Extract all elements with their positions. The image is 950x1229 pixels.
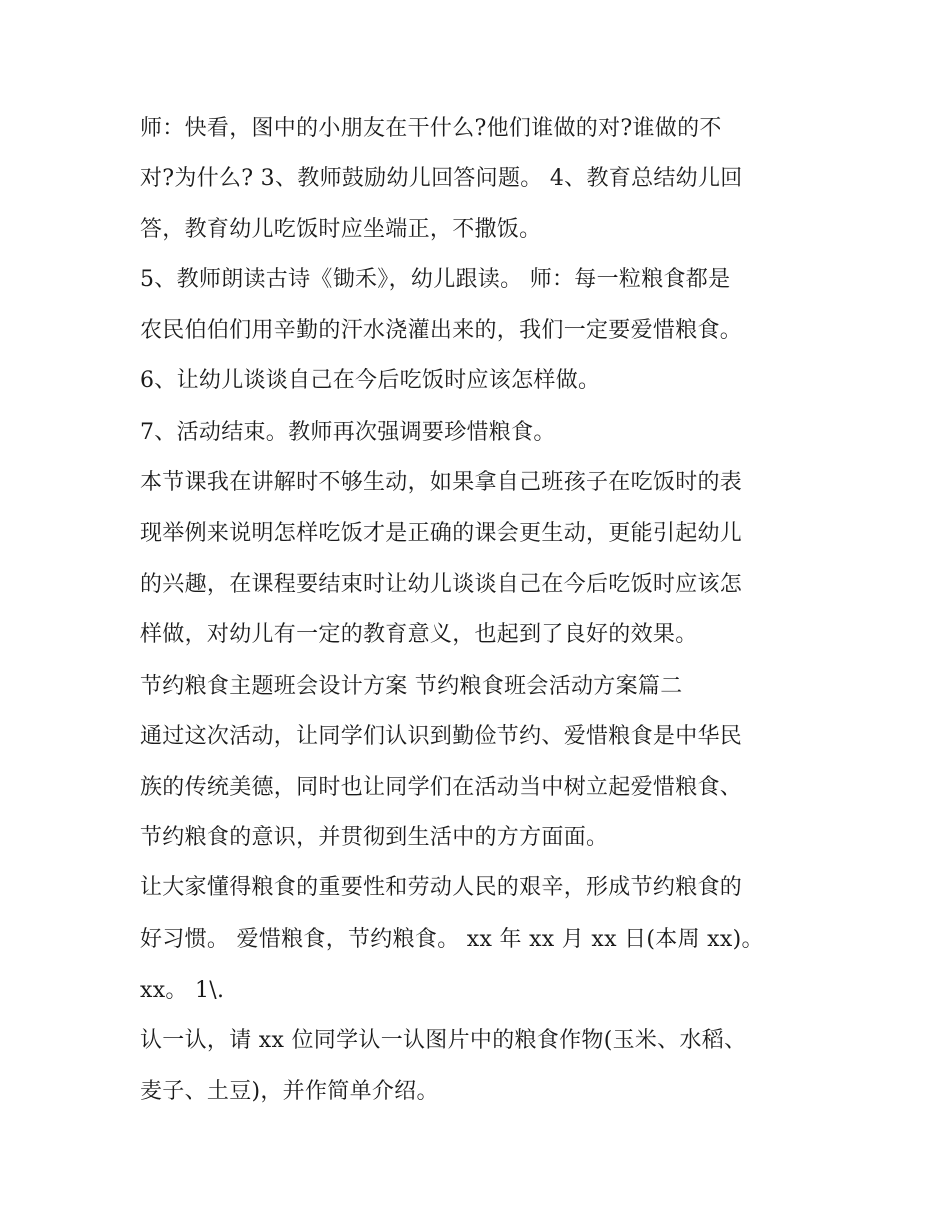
text-line: 5、教师朗读古诗《锄禾》，幼儿跟读。 师：每一粒粮食都是 [140,267,731,292]
text-line: 本节课我在讲解时不够生动，如果拿自己班孩子在吃饭时的表 [140,470,743,495]
text-line: 节约粮食的意识，并贯彻到生活中的方方面面。 [140,825,609,850]
text-line: 6、让幼儿谈谈自己在今后吃饭时应该怎样做。 [140,368,601,393]
text-line: xx。 1\. [140,978,225,1003]
text-line: 样做，对幼儿有一定的教育意义，也起到了良好的效果。 [140,622,698,647]
text-line: 答，教育幼儿吃饭时应坐端正，不撒饭。 [140,217,542,242]
section-heading: 节约粮食主题班会设计方案 节约粮食班会活动方案篇二 [140,674,683,699]
text-line: 师：快看，图中的小朋友在干什么?他们谁做的对?谁做的不 [140,116,722,141]
text-line: 7、活动结束。教师再次强调要珍惜粮食。 [140,420,556,445]
text-line: 的兴趣，在课程要结束时让幼儿谈谈自己在今后吃饭时应该怎 [140,572,743,597]
text-line: 麦子、土豆)，并作简单介绍。 [140,1079,439,1104]
text-line: 族的传统美德，同时也让同学们在活动当中树立起爱惜粮食、 [140,775,743,800]
text-line: 让大家懂得粮食的重要性和劳动人民的艰辛，形成节约粮食的 [140,875,743,900]
text-line: 通过这次活动，让同学们认识到勤俭节约、爱惜粮食是中华民 [140,724,743,749]
text-line: 认一认，请 xx 位同学认一认图片中的粮食作物(玉米、水稻、 [140,1028,747,1053]
text-line: 农民伯伯们用辛勤的汗水浇灌出来的，我们一定要爱惜粮食。 [140,318,743,343]
text-line: 对?为什么? 3、教师鼓励幼儿回答问题。 4、教育总结幼儿回 [140,166,743,191]
text-line: 现举例来说明怎样吃饭才是正确的课会更生动，更能引起幼儿 [140,521,743,546]
text-line: 好习惯。 爱惜粮食，节约粮食。 xx 年 xx 月 xx 日(本周 xx)。 [140,927,764,952]
